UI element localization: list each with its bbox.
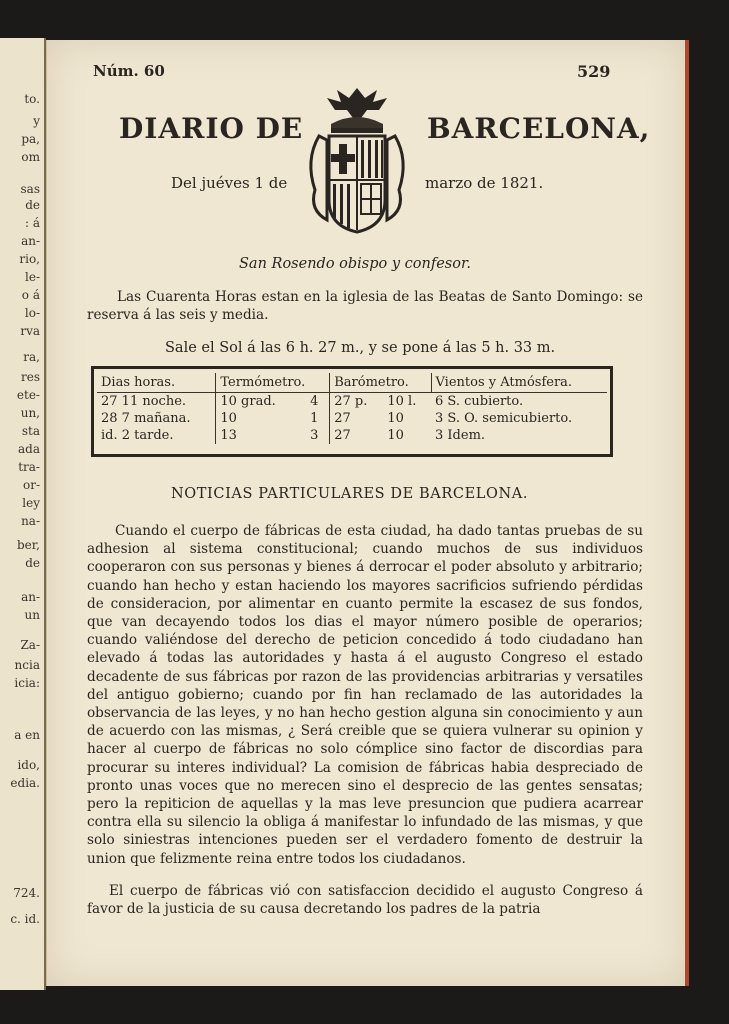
previous-page-fragment: icia: bbox=[14, 676, 40, 690]
cell-baro: 27 p. bbox=[330, 393, 384, 411]
table-rule-right bbox=[610, 366, 613, 457]
table-row bbox=[97, 427, 607, 444]
cell-day: 28 7 mañana. bbox=[101, 411, 191, 426]
cell-temp-frac: 1 bbox=[310, 411, 319, 426]
coat-of-arms-icon bbox=[297, 80, 417, 240]
article-paragraph-1: Cuando el cuerpo de fábricas de esta ciudad, ha dado tantas pruebas de su adhesion al sistema constitucional; cuando muchos de sus individuos cooperaron con sus personas y bienes á derrocar el poder absoluto y arbitrario; cuando han hecho y estan haciendo los mayores sacrificios sufriendo pérdidas de consideracion, por alimentar en cuanto permite la escasez de sus fondos, que van decayendo todos los dias el mayor número posible de operarios; cuando valiéndose del derecho de peticion concedido á todo ciudadano han elevado á todas las autoridades y hasta á el augusto Congreso el estado decadente de sus fábricas por razon de las providencias arbitrarias y versatiles del antiguo gobierno; cuando por fin han reclamado de las autoridades la observancia de las leyes, y no han hecho gestion alguna sin conocimiento y aun de acuerdo con las mismas, ¿ Será creible que se quiera vulnerar su opinion y hacer al cuerpo de fábricas no solo cómplice sino factor de discordias para procurar su interes individual? La comision de fábricas habia despreciado de pronto unas voces que no merecen sino el desprecio de las gentes sensatas; pero la repiticion de aquellas y la mas leve presuncion que pudiera acarrear contra ella su silencio la obliga á manifestar lo infundado de las mismas, y que solo siniestras intenciones pueden ser el verdadero fomento de destruir la union que felizmente reina entre todos los ciudadanos. bbox=[87, 523, 643, 867]
date-right: marzo de 1821. bbox=[425, 174, 544, 192]
section-title: NOTICIAS PARTICULARES DE BARCELONA. bbox=[171, 486, 529, 502]
cell-wind: 3 Idem. bbox=[435, 428, 486, 443]
cell-wind: 3 S. O. semicubierto. bbox=[435, 411, 573, 426]
col-barometer: Barómetro. bbox=[330, 373, 431, 393]
cell-temp: 10 grad. bbox=[216, 393, 306, 411]
previous-page-fragment: om bbox=[21, 150, 40, 164]
date-left: Del juéves 1 de bbox=[171, 174, 288, 192]
previous-page-fragment: ada bbox=[18, 442, 40, 456]
table-rule-bottom bbox=[91, 454, 613, 457]
previous-page-fragment: : á bbox=[24, 216, 40, 230]
cell-day: 27 11 noche. bbox=[101, 394, 187, 409]
previous-page-fragment: de bbox=[25, 556, 40, 570]
previous-page-fragment: sta bbox=[21, 424, 40, 438]
previous-page-fragment: o á bbox=[21, 288, 40, 302]
weather-table bbox=[91, 366, 613, 461]
previous-page-fragment: Za- bbox=[20, 638, 40, 652]
cell-temp: 10 bbox=[216, 410, 306, 427]
previous-page-fragment: un, bbox=[20, 406, 40, 420]
table-row bbox=[97, 410, 607, 427]
masthead-left: DIARIO DE bbox=[119, 112, 304, 145]
previous-page-fragment: res bbox=[21, 370, 40, 384]
cell-temp: 13 bbox=[216, 427, 306, 444]
col-winds: Vientos y Atmósfera. bbox=[431, 373, 607, 393]
table-rule-top bbox=[91, 366, 613, 369]
previous-page-fragment: to. bbox=[24, 92, 40, 106]
cell-wind: 6 S. cubierto. bbox=[435, 394, 524, 409]
page-number: 529 bbox=[577, 62, 611, 81]
masthead-right: BARCELONA, bbox=[427, 112, 651, 145]
table-rule-left bbox=[91, 366, 94, 457]
cell-day: id. 2 tarde. bbox=[101, 428, 174, 443]
previous-page-fragment: rva bbox=[20, 324, 40, 338]
cell-temp-frac: 3 bbox=[310, 428, 319, 443]
previous-page-fragment: 724. bbox=[13, 886, 40, 900]
cell-baro-lines: 10 l. bbox=[387, 394, 417, 409]
previous-page-fragment: ber, bbox=[16, 538, 40, 552]
previous-page-fragment: lo- bbox=[24, 306, 40, 320]
previous-page-fragment: c. id. bbox=[10, 912, 40, 926]
previous-page-fragment: a en bbox=[14, 728, 40, 742]
previous-page-fragment: pa, bbox=[21, 132, 40, 146]
previous-page-fragment: ra, bbox=[23, 350, 40, 364]
cell-baro: 27 bbox=[330, 427, 384, 444]
previous-page-strip bbox=[0, 38, 46, 990]
previous-page-fragment: y bbox=[33, 114, 40, 128]
saint-of-day: San Rosendo obispo y confesor. bbox=[239, 256, 471, 272]
previous-page-fragment: ncia bbox=[14, 658, 40, 672]
previous-page-fragment: ete- bbox=[16, 388, 40, 402]
cell-baro-lines: 10 bbox=[387, 411, 404, 426]
previous-page-fragment: un bbox=[24, 608, 40, 622]
previous-page-fragment: ido, bbox=[17, 758, 40, 772]
issue-number: Núm. 60 bbox=[93, 62, 165, 80]
previous-page-fragment: an- bbox=[21, 234, 40, 248]
previous-page-fragment: an- bbox=[21, 590, 40, 604]
previous-page-fragment: le- bbox=[25, 270, 40, 284]
previous-page-fragment: tra- bbox=[18, 460, 40, 474]
cell-baro-lines: 10 bbox=[387, 428, 404, 443]
forty-hours-notice: Las Cuarenta Horas estan en la iglesia de las Beatas de Santo Domingo: se reserva á las seis y media. bbox=[87, 289, 643, 324]
cell-baro: 27 bbox=[330, 410, 384, 427]
previous-page-fragment: edia. bbox=[10, 776, 40, 790]
col-days: Dias horas. bbox=[97, 373, 216, 393]
previous-page-fragment: de bbox=[25, 198, 40, 212]
previous-page-fragment: rio, bbox=[19, 252, 40, 266]
previous-page-fragment: sas bbox=[20, 182, 40, 196]
newspaper-page bbox=[46, 40, 689, 986]
weather-data bbox=[97, 373, 607, 444]
previous-page-fragment: ley bbox=[22, 496, 40, 510]
col-thermometer: Termómetro. bbox=[216, 373, 330, 393]
article-paragraph-2: El cuerpo de fábricas vió con satisfaccion decidido el augusto Congreso á favor de la justicia de su causa decretando los padres de la patria bbox=[87, 883, 643, 918]
previous-page-fragment: na- bbox=[21, 514, 40, 528]
table-row bbox=[97, 393, 607, 411]
cell-temp-frac: 4 bbox=[310, 394, 319, 409]
sunrise-sunset: Sale el Sol á las 6 h. 27 m., y se pone á las 5 h. 33 m. bbox=[165, 340, 556, 356]
previous-page-fragment: or- bbox=[22, 478, 40, 492]
